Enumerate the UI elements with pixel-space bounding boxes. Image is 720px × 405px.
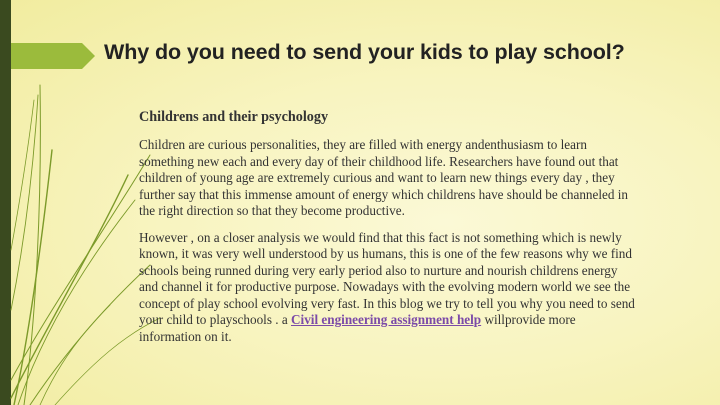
title-arrow-shape (11, 43, 95, 69)
section-subheading: Childrens and their psychology (139, 109, 329, 125)
page-title: Why do you need to send your kids to play school? (104, 40, 625, 64)
paragraph-analysis (139, 230, 639, 346)
decor-stroke (18, 200, 135, 405)
civil-engineering-help-link[interactable]: Civil engineering assignment help (291, 312, 482, 327)
paragraph-analysis-tail: willprovide more information on it. (139, 312, 576, 344)
paragraph-analysis-text: However , on a closer analysis we would find that this fact is not something which is newly known, it was very well understood by us humans, this is one of the few reasons why we find schools being runned during very early period also to nurture and nourish childrens energy and channel it for productive purpose. Nowadays with the evolving modern world we see the concept of play school evolving very fast. In this blog we try to tell you why you need to send your child to playschools . a (139, 229, 635, 327)
paragraph-intro: Children are curious personalities, they are filled with energy andenthusiasm to learn something new each and every day of their childhood life. Researchers have found out that children of young age are extremely curious and want to learn new things every day , they further say that this immense amount of energy which childrens have should be channeled in the right direction so that they become productive. (139, 137, 629, 218)
content-body (139, 108, 639, 355)
decor-stroke (11, 100, 34, 250)
decor-stroke (40, 305, 110, 405)
decor-stroke (11, 95, 38, 310)
